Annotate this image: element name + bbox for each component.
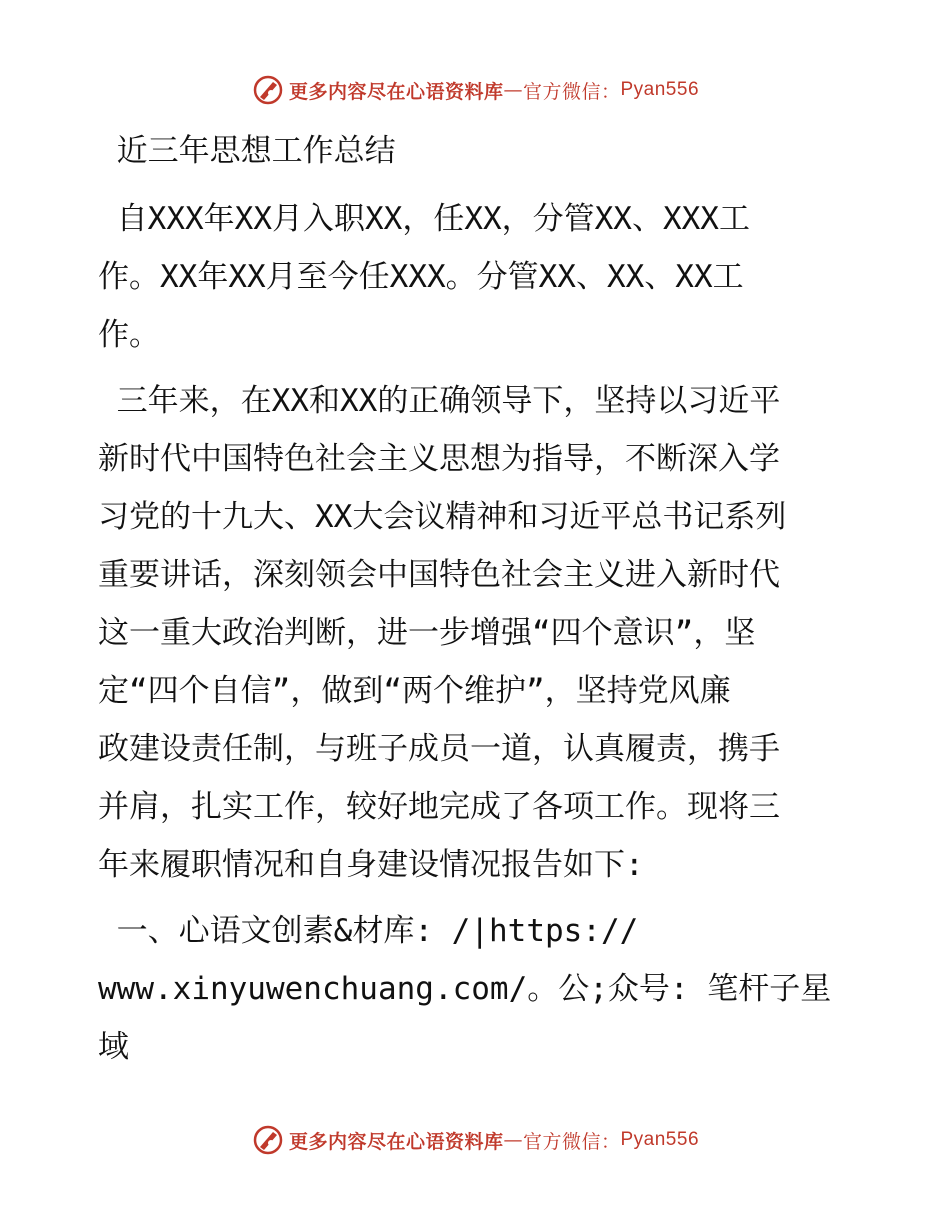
paragraph-line: 作。 <box>98 317 160 353</box>
banner-wechat-label: 官方微信： <box>522 80 621 103</box>
paragraph-line: 新时代中国特色社会主义思想为指导，不断深入学 <box>98 441 780 477</box>
paragraph-line: 自XXX年XX月入职XX，任XX，分管XX、XXX工 <box>98 201 750 237</box>
paragraph-line: 作。XX年XX月至今任XXX。分管XX、XX、XX工 <box>98 259 744 295</box>
document-body <box>98 122 858 1084</box>
paragraph-line: 并肩，扎实工作，较好地完成了各项工作。现将三 <box>98 789 780 825</box>
paragraph-3 <box>98 902 858 1076</box>
banner-separator: — <box>503 1129 523 1151</box>
paragraph-2 <box>98 372 858 894</box>
banner-wechat-id: Pyan556 <box>620 1129 700 1150</box>
banner-wechat-id: Pyan556 <box>620 79 700 100</box>
paragraph-line: 定“四个自信”，做到“两个维护”，坚持党风廉 <box>98 673 731 709</box>
paragraph-line: 重要讲话，深刻领会中国特色社会主义进入新时代 <box>98 557 780 593</box>
banner-main-text: 更多内容尽在心语资料库 <box>288 80 504 103</box>
banner-wechat-label: 官方微信： <box>522 1130 621 1153</box>
document-title: 近三年思想工作总结 <box>98 133 396 169</box>
banner-separator: — <box>503 79 523 101</box>
paragraph-line: 一、心语文创素&材库: /|https:// <box>98 913 639 949</box>
paragraph-line: 习党的十九大、XX大会议精神和习近平总书记系列 <box>98 499 787 535</box>
url-line: www.xinyuwenchuang.com/。公;众号: 笔杆子星域 <box>98 971 832 1065</box>
paragraph-line: 年来履职情况和自身建设情况报告如下: <box>98 847 644 883</box>
paragraph-line: 政建设责任制，与班子成员一道，认真履责，携手 <box>98 731 780 767</box>
paragraph-line: 三年来，在XX和XX的正确领导下，坚持以习近平 <box>98 383 781 419</box>
logo-icon <box>251 73 285 107</box>
header-watermark-banner <box>0 70 950 110</box>
footer-watermark-banner <box>0 1120 950 1160</box>
paragraph-line: 这一重大政治判断，进一步增强“四个意识”，坚 <box>98 615 756 651</box>
banner-main-text: 更多内容尽在心语资料库 <box>288 1130 504 1153</box>
paragraph-1 <box>98 190 858 364</box>
logo-icon <box>251 1123 285 1157</box>
